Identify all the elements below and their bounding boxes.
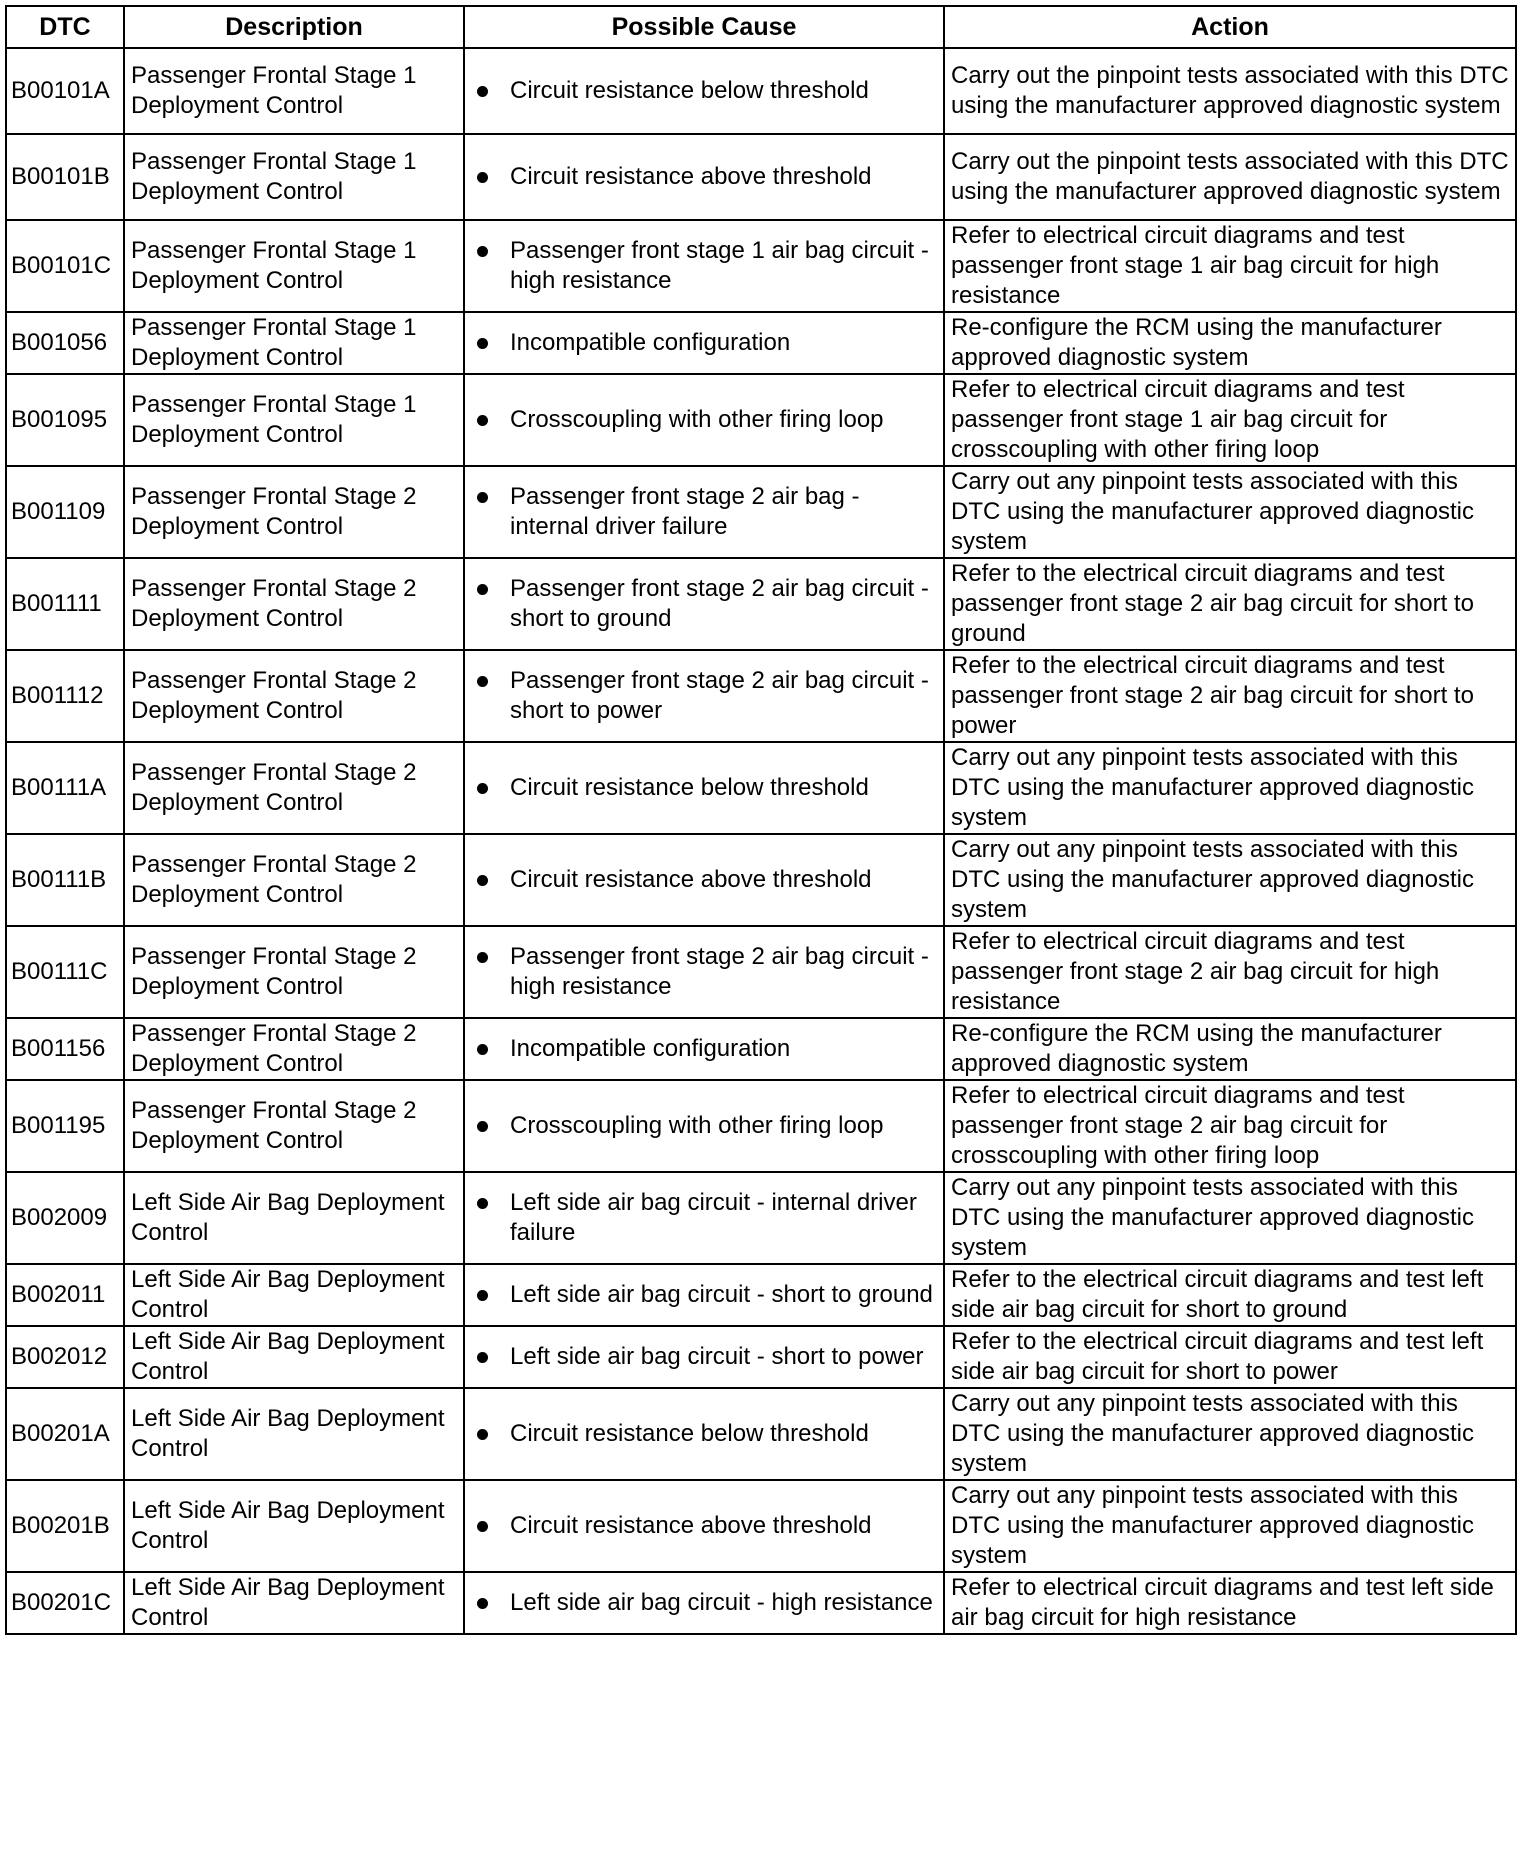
dtc-table bbox=[5, 5, 1517, 1635]
cause-text: Passenger front stage 2 air bag - internal driver failure bbox=[510, 483, 860, 540]
dtc-code: B00101C bbox=[6, 220, 124, 312]
header-dtc: DTC bbox=[6, 6, 124, 48]
description-cell: Left Side Air Bag Deployment Control bbox=[124, 1326, 464, 1388]
table-header-row bbox=[6, 6, 1516, 48]
dtc-code: B001095 bbox=[6, 374, 124, 466]
table-row bbox=[6, 466, 1516, 558]
possible-cause-cell bbox=[464, 650, 944, 742]
possible-cause-cell bbox=[464, 1326, 944, 1388]
table-row bbox=[6, 312, 1516, 374]
cause-text: Circuit resistance above threshold bbox=[510, 163, 872, 190]
bullet-icon bbox=[477, 1429, 488, 1440]
cause-bullet-item bbox=[477, 666, 937, 726]
action-cell: Carry out the pinpoint tests associated with this DTC using the manufacturer approved diagnostic system bbox=[944, 134, 1516, 220]
table-row bbox=[6, 220, 1516, 312]
table-row bbox=[6, 134, 1516, 220]
possible-cause-cell bbox=[464, 134, 944, 220]
table-row bbox=[6, 1480, 1516, 1572]
dtc-code: B00201A bbox=[6, 1388, 124, 1480]
action-cell: Refer to the electrical circuit diagrams and test left side air bag circuit for short to power bbox=[944, 1326, 1516, 1388]
description-cell: Left Side Air Bag Deployment Control bbox=[124, 1388, 464, 1480]
table-row bbox=[6, 1172, 1516, 1264]
action-cell: Refer to electrical circuit diagrams and test passenger front stage 2 air bag circuit for crosscoupling with other firing loop bbox=[944, 1080, 1516, 1172]
description-cell: Passenger Frontal Stage 1 Deployment Control bbox=[124, 220, 464, 312]
header-action: Action bbox=[944, 6, 1516, 48]
bullet-icon bbox=[477, 1044, 488, 1055]
bullet-icon bbox=[477, 1521, 488, 1532]
cause-text: Crosscoupling with other firing loop bbox=[510, 406, 884, 433]
description-cell: Passenger Frontal Stage 1 Deployment Control bbox=[124, 374, 464, 466]
cause-bullet-item bbox=[477, 1111, 937, 1141]
bullet-icon bbox=[477, 86, 488, 97]
cause-text: Circuit resistance above threshold bbox=[510, 866, 872, 893]
action-cell: Carry out any pinpoint tests associated with this DTC using the manufacturer approved diagnostic system bbox=[944, 742, 1516, 834]
possible-cause-cell bbox=[464, 1264, 944, 1326]
dtc-code: B00111B bbox=[6, 834, 124, 926]
possible-cause-cell bbox=[464, 742, 944, 834]
bullet-icon bbox=[477, 676, 488, 687]
dtc-code: B001156 bbox=[6, 1018, 124, 1080]
bullet-icon bbox=[477, 783, 488, 794]
cause-bullet-item bbox=[477, 328, 937, 358]
bullet-icon bbox=[477, 415, 488, 426]
table-row bbox=[6, 742, 1516, 834]
bullet-icon bbox=[477, 1598, 488, 1609]
cause-bullet-item bbox=[477, 1034, 937, 1064]
cause-text: Passenger front stage 2 air bag circuit - short to ground bbox=[510, 575, 929, 632]
cause-bullet-item bbox=[477, 773, 937, 803]
action-cell: Refer to electrical circuit diagrams and test passenger front stage 2 air bag circuit for high resistance bbox=[944, 926, 1516, 1018]
possible-cause-cell bbox=[464, 48, 944, 134]
cause-text: Passenger front stage 2 air bag circuit - short to power bbox=[510, 667, 929, 724]
possible-cause-cell bbox=[464, 220, 944, 312]
action-cell: Carry out any pinpoint tests associated with this DTC using the manufacturer approved diagnostic system bbox=[944, 1172, 1516, 1264]
bullet-icon bbox=[477, 1290, 488, 1301]
action-cell: Refer to the electrical circuit diagrams and test left side air bag circuit for short to ground bbox=[944, 1264, 1516, 1326]
bullet-icon bbox=[477, 1352, 488, 1363]
possible-cause-cell bbox=[464, 374, 944, 466]
cause-text: Circuit resistance above threshold bbox=[510, 1512, 872, 1539]
description-cell: Passenger Frontal Stage 2 Deployment Control bbox=[124, 926, 464, 1018]
bullet-icon bbox=[477, 584, 488, 595]
cause-text: Left side air bag circuit - short to ground bbox=[510, 1281, 933, 1308]
action-cell: Refer to electrical circuit diagrams and test left side air bag circuit for high resistance bbox=[944, 1572, 1516, 1634]
action-cell: Carry out any pinpoint tests associated with this DTC using the manufacturer approved diagnostic system bbox=[944, 1480, 1516, 1572]
cause-text: Passenger front stage 1 air bag circuit - high resistance bbox=[510, 237, 929, 294]
cause-text: Passenger front stage 2 air bag circuit - high resistance bbox=[510, 943, 929, 1000]
cause-bullet-item bbox=[477, 1588, 937, 1618]
possible-cause-cell bbox=[464, 1018, 944, 1080]
action-cell: Carry out any pinpoint tests associated with this DTC using the manufacturer approved diagnostic system bbox=[944, 1388, 1516, 1480]
possible-cause-cell bbox=[464, 1172, 944, 1264]
action-cell: Carry out any pinpoint tests associated with this DTC using the manufacturer approved diagnostic system bbox=[944, 834, 1516, 926]
action-cell: Re-configure the RCM using the manufacturer approved diagnostic system bbox=[944, 312, 1516, 374]
cause-text: Left side air bag circuit - short to power bbox=[510, 1343, 924, 1370]
dtc-code: B00201B bbox=[6, 1480, 124, 1572]
cause-text: Circuit resistance below threshold bbox=[510, 774, 869, 801]
dtc-code: B002009 bbox=[6, 1172, 124, 1264]
table-row bbox=[6, 1018, 1516, 1080]
description-cell: Left Side Air Bag Deployment Control bbox=[124, 1172, 464, 1264]
table-row bbox=[6, 650, 1516, 742]
description-cell: Left Side Air Bag Deployment Control bbox=[124, 1480, 464, 1572]
action-cell: Re-configure the RCM using the manufacturer approved diagnostic system bbox=[944, 1018, 1516, 1080]
dtc-code: B00101A bbox=[6, 48, 124, 134]
cause-bullet-item bbox=[477, 942, 937, 1002]
cause-bullet-item bbox=[477, 1511, 937, 1541]
description-cell: Passenger Frontal Stage 2 Deployment Control bbox=[124, 742, 464, 834]
description-cell: Passenger Frontal Stage 2 Deployment Control bbox=[124, 558, 464, 650]
cause-bullet-item bbox=[477, 482, 937, 542]
cause-bullet-item bbox=[477, 76, 937, 106]
possible-cause-cell bbox=[464, 558, 944, 650]
cause-text: Incompatible configuration bbox=[510, 329, 791, 356]
bullet-icon bbox=[477, 1198, 488, 1209]
description-cell: Passenger Frontal Stage 1 Deployment Control bbox=[124, 134, 464, 220]
cause-text: Incompatible configuration bbox=[510, 1035, 791, 1062]
description-cell: Passenger Frontal Stage 2 Deployment Control bbox=[124, 1080, 464, 1172]
cause-text: Circuit resistance below threshold bbox=[510, 77, 869, 104]
cause-bullet-item bbox=[477, 1188, 937, 1248]
possible-cause-cell bbox=[464, 1388, 944, 1480]
dtc-code: B00101B bbox=[6, 134, 124, 220]
possible-cause-cell bbox=[464, 1480, 944, 1572]
cause-bullet-item bbox=[477, 162, 937, 192]
table-row bbox=[6, 48, 1516, 134]
description-cell: Passenger Frontal Stage 1 Deployment Control bbox=[124, 312, 464, 374]
table-row bbox=[6, 558, 1516, 650]
cause-bullet-item bbox=[477, 1419, 937, 1449]
action-cell: Refer to electrical circuit diagrams and test passenger front stage 1 air bag circuit for high resistance bbox=[944, 220, 1516, 312]
action-cell: Carry out the pinpoint tests associated with this DTC using the manufacturer approved diagnostic system bbox=[944, 48, 1516, 134]
action-cell: Carry out any pinpoint tests associated with this DTC using the manufacturer approved diagnostic system bbox=[944, 466, 1516, 558]
possible-cause-cell bbox=[464, 926, 944, 1018]
description-cell: Passenger Frontal Stage 2 Deployment Control bbox=[124, 834, 464, 926]
table-row bbox=[6, 926, 1516, 1018]
possible-cause-cell bbox=[464, 312, 944, 374]
possible-cause-cell bbox=[464, 834, 944, 926]
possible-cause-cell bbox=[464, 1572, 944, 1634]
possible-cause-cell bbox=[464, 466, 944, 558]
description-cell: Passenger Frontal Stage 2 Deployment Control bbox=[124, 650, 464, 742]
dtc-code: B002011 bbox=[6, 1264, 124, 1326]
table-row bbox=[6, 1080, 1516, 1172]
table-row bbox=[6, 1264, 1516, 1326]
cause-bullet-item bbox=[477, 1342, 937, 1372]
dtc-code: B001195 bbox=[6, 1080, 124, 1172]
description-cell: Passenger Frontal Stage 2 Deployment Control bbox=[124, 1018, 464, 1080]
bullet-icon bbox=[477, 338, 488, 349]
cause-text: Crosscoupling with other firing loop bbox=[510, 1112, 884, 1139]
cause-bullet-item bbox=[477, 574, 937, 634]
dtc-code: B00111C bbox=[6, 926, 124, 1018]
cause-text: Left side air bag circuit - high resistance bbox=[510, 1589, 933, 1616]
description-cell: Passenger Frontal Stage 1 Deployment Control bbox=[124, 48, 464, 134]
action-cell: Refer to the electrical circuit diagrams and test passenger front stage 2 air bag circuit for short to power bbox=[944, 650, 1516, 742]
dtc-code: B002012 bbox=[6, 1326, 124, 1388]
bullet-icon bbox=[477, 172, 488, 183]
header-possible-cause: Possible Cause bbox=[464, 6, 944, 48]
bullet-icon bbox=[477, 875, 488, 886]
table-row bbox=[6, 1388, 1516, 1480]
bullet-icon bbox=[477, 952, 488, 963]
action-cell: Refer to the electrical circuit diagrams and test passenger front stage 2 air bag circuit for short to ground bbox=[944, 558, 1516, 650]
description-cell: Left Side Air Bag Deployment Control bbox=[124, 1572, 464, 1634]
dtc-code: B001112 bbox=[6, 650, 124, 742]
bullet-icon bbox=[477, 492, 488, 503]
table-row bbox=[6, 1572, 1516, 1634]
bullet-icon bbox=[477, 246, 488, 257]
dtc-code: B001056 bbox=[6, 312, 124, 374]
cause-bullet-item bbox=[477, 1280, 937, 1310]
cause-bullet-item bbox=[477, 236, 937, 296]
table-body bbox=[6, 48, 1516, 1634]
dtc-table-container bbox=[5, 5, 1515, 1635]
header-description: Description bbox=[124, 6, 464, 48]
table-row bbox=[6, 834, 1516, 926]
description-cell: Left Side Air Bag Deployment Control bbox=[124, 1264, 464, 1326]
cause-text: Circuit resistance below threshold bbox=[510, 1420, 869, 1447]
table-row bbox=[6, 374, 1516, 466]
description-cell: Passenger Frontal Stage 2 Deployment Control bbox=[124, 466, 464, 558]
possible-cause-cell bbox=[464, 1080, 944, 1172]
dtc-code: B00201C bbox=[6, 1572, 124, 1634]
dtc-code: B00111A bbox=[6, 742, 124, 834]
cause-text: Left side air bag circuit - internal driver failure bbox=[510, 1189, 917, 1246]
cause-bullet-item bbox=[477, 865, 937, 895]
action-cell: Refer to electrical circuit diagrams and test passenger front stage 1 air bag circuit for crosscoupling with other firing loop bbox=[944, 374, 1516, 466]
cause-bullet-item bbox=[477, 405, 937, 435]
dtc-code: B001109 bbox=[6, 466, 124, 558]
dtc-code: B001111 bbox=[6, 558, 124, 650]
bullet-icon bbox=[477, 1121, 488, 1132]
table-row bbox=[6, 1326, 1516, 1388]
